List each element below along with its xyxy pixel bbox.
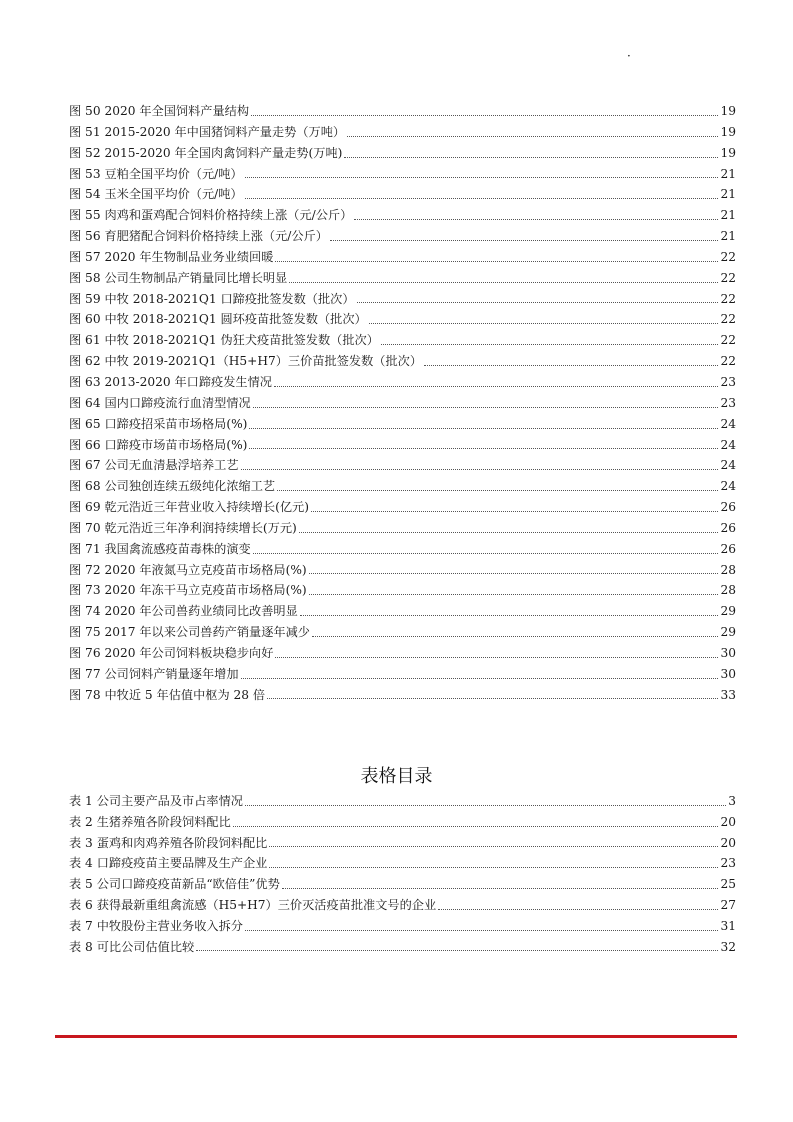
toc-entry[interactable]	[69, 622, 736, 643]
toc-entry-title: 图 51 2015-2020 年中国猪饲料产量走势（万吨）	[69, 124, 346, 139]
toc-entry-page: 23	[720, 395, 736, 410]
toc-entry[interactable]	[69, 874, 736, 895]
dot-leader	[438, 908, 718, 910]
toc-entry-page: 26	[720, 541, 736, 556]
toc-entry-page: 21	[720, 166, 736, 181]
toc-entry-page: 23	[720, 856, 736, 871]
toc-entry-page: 19	[720, 104, 736, 118]
toc-entry[interactable]	[69, 143, 736, 164]
toc-entry-title: 图 70 乾元浩近三年净利润持续增长(万元)	[69, 520, 297, 535]
dot-leader	[312, 635, 719, 637]
toc-entry[interactable]	[69, 268, 736, 289]
dot-leader	[275, 260, 718, 262]
dot-leader	[311, 510, 719, 512]
toc-entry[interactable]	[69, 685, 736, 706]
dot-leader	[357, 301, 719, 303]
toc-entry[interactable]	[69, 853, 736, 874]
toc-entry-title: 表 1 公司主要产品及市占率情况	[69, 794, 243, 808]
dot-leader	[249, 427, 718, 429]
toc-entry[interactable]	[69, 476, 736, 497]
dot-leader	[196, 949, 718, 951]
toc-entry-title: 图 75 2017 年以来公司兽药产销量逐年减少	[69, 625, 310, 640]
toc-entry-page: 20	[720, 814, 736, 829]
toc-entry-title: 图 62 中牧 2019-2021Q1（H5+H7）三价苗批签发数（批次）	[69, 354, 423, 369]
toc-entry-title: 图 74 2020 年公司兽药业绩同比改善明显	[69, 604, 298, 619]
toc-entry-page: 24	[720, 479, 736, 494]
dot-leader	[269, 866, 718, 868]
dot-leader	[253, 552, 719, 554]
toc-entry-title: 表 2 生猪养殖各阶段饲料配比	[69, 814, 231, 829]
dot-leader	[251, 114, 718, 116]
toc-entry[interactable]	[69, 393, 736, 414]
toc-entry-page: 24	[720, 458, 736, 473]
dot-leader	[233, 825, 719, 827]
dot-leader	[275, 656, 718, 658]
toc-entry-page: 31	[720, 918, 736, 933]
footer-rule	[55, 1035, 737, 1038]
toc-entry[interactable]	[69, 664, 736, 685]
toc-entry[interactable]	[69, 791, 736, 812]
toc-entry[interactable]	[69, 497, 736, 518]
toc-entry[interactable]	[69, 435, 736, 456]
toc-entry-page: 23	[720, 374, 736, 389]
toc-entry-title: 图 59 中牧 2018-2021Q1 口蹄疫批签发数（批次）	[69, 291, 355, 306]
toc-entry-page: 32	[720, 939, 736, 954]
toc-entry-title: 图 57 2020 年生物制品业务业绩回暖	[69, 249, 274, 264]
dot-leader	[253, 406, 719, 408]
toc-entry-page: 22	[720, 249, 736, 264]
toc-entry-title: 图 69 乾元浩近三年营业收入持续增长(亿元)	[69, 500, 309, 515]
toc-entry-title: 图 77 公司饲料产销量逐年增加	[69, 666, 239, 681]
toc-entry-title: 表 4 口蹄疫疫苗主要品牌及生产企业	[69, 856, 268, 871]
toc-entry[interactable]	[69, 205, 736, 226]
toc-entry[interactable]	[69, 164, 736, 185]
toc-entry-title: 图 56 育肥猪配合饲料价格持续上涨（元/公斤）	[69, 229, 328, 244]
dot-leader	[330, 239, 719, 241]
toc-entry-title: 图 58 公司生物制品产销量同比增长明显	[69, 270, 288, 285]
dot-leader	[277, 489, 718, 491]
dot-leader	[267, 697, 718, 699]
dot-leader	[269, 845, 718, 847]
toc-entry-page: 26	[720, 500, 736, 515]
toc-entry[interactable]	[69, 916, 736, 937]
toc-entry-title: 图 60 中牧 2018-2021Q1 圆环疫苗批签发数（批次）	[69, 312, 367, 327]
dot-leader	[245, 929, 719, 931]
header-mark: ·	[627, 49, 631, 63]
tables-heading: 表格目录	[360, 766, 433, 787]
dot-leader	[245, 197, 719, 199]
dot-leader	[381, 343, 719, 345]
dot-leader	[300, 614, 719, 616]
toc-entry-title: 图 52 2015-2020 年全国肉禽饲料产量走势(万吨)	[69, 145, 343, 160]
toc-entry[interactable]	[69, 895, 736, 916]
toc-entry-title: 表 8 可比公司估值比较	[69, 939, 195, 954]
toc-entry[interactable]	[69, 539, 736, 560]
toc-entry-page: 29	[720, 625, 736, 640]
toc-entry-page: 30	[720, 666, 736, 681]
toc-entry-page: 24	[720, 416, 736, 431]
toc-entry-page: 21	[720, 208, 736, 223]
toc-entry[interactable]	[69, 372, 736, 393]
dot-leader	[245, 176, 719, 178]
toc-entry-page: 22	[720, 354, 736, 369]
toc-entry-title: 图 65 口蹄疫招采苗市场格局(%)	[69, 416, 248, 431]
dot-leader	[299, 531, 719, 533]
toc-entry-title: 表 5 公司口蹄疫疫苗新品“欧倍佳”优势	[69, 877, 280, 892]
toc-entry-title: 图 66 口蹄疫市场苗市场格局(%)	[69, 437, 248, 452]
dot-leader	[309, 593, 719, 595]
toc-entry-title: 图 55 肉鸡和蛋鸡配合饲料价格持续上涨（元/公斤）	[69, 208, 353, 223]
toc-entry-page: 20	[720, 835, 736, 850]
toc-entry-page: 28	[720, 583, 736, 598]
toc-entry-title: 图 73 2020 年冻干马立克疫苗市场格局(%)	[69, 583, 307, 598]
toc-entry-page: 30	[720, 645, 736, 660]
toc-entry-title: 表 6 获得最新重组禽流感（H5+H7）三价灭活疫苗批准文号的企业	[69, 897, 437, 912]
toc-entry-title: 表 3 蛋鸡和肉鸡养殖各阶段饲料配比	[69, 835, 268, 850]
toc-entry-title: 图 78 中牧近 5 年估值中枢为 28 倍	[69, 687, 266, 702]
table-list	[69, 791, 736, 957]
toc-entry[interactable]	[69, 414, 736, 435]
toc-entry-page: 24	[720, 437, 736, 452]
toc-entry-title: 表 7 中牧股份主营业务收入拆分	[69, 918, 243, 933]
toc-entry-page: 29	[720, 604, 736, 619]
dot-leader	[309, 572, 719, 574]
toc-entry[interactable]	[69, 580, 736, 601]
toc-entry[interactable]	[69, 833, 736, 854]
toc-entry-title: 图 61 中牧 2018-2021Q1 伪狂犬疫苗批签发数（批次）	[69, 333, 379, 348]
toc-entry-page: 19	[720, 145, 736, 160]
figure-list	[69, 101, 736, 705]
dot-leader	[282, 887, 719, 889]
toc-entry-page: 21	[720, 187, 736, 202]
dot-leader	[424, 364, 718, 366]
toc-entry[interactable]	[69, 247, 736, 268]
dot-leader	[241, 468, 719, 470]
dot-leader	[354, 218, 718, 220]
toc-entry-title: 图 72 2020 年液氮马立克疫苗市场格局(%)	[69, 562, 307, 577]
dot-leader	[347, 135, 718, 137]
toc-entry[interactable]	[69, 455, 736, 476]
dot-leader	[274, 385, 719, 387]
dot-leader	[241, 677, 719, 679]
toc-entry[interactable]	[69, 937, 736, 958]
toc-entry-page: 25	[720, 877, 736, 892]
toc-entry[interactable]	[69, 351, 736, 372]
toc-entry[interactable]	[69, 309, 736, 330]
toc-entry-page: 33	[720, 687, 736, 702]
toc-entry-page: 21	[720, 229, 736, 244]
toc-entry-title: 图 53 豆粕全国平均价（元/吨）	[69, 166, 243, 181]
dot-leader	[369, 322, 719, 324]
toc-entry-page: 22	[720, 270, 736, 285]
toc-entry-title: 图 68 公司独创连续五级纯化浓缩工艺	[69, 479, 276, 494]
toc-entry[interactable]	[69, 812, 736, 833]
toc-entry[interactable]	[69, 226, 736, 247]
toc-entry-title: 图 54 玉米全国平均价（元/吨）	[69, 187, 243, 202]
toc-entry[interactable]	[69, 289, 736, 310]
toc-entry[interactable]	[69, 643, 736, 664]
toc-entry[interactable]	[69, 330, 736, 351]
toc-entry-page: 19	[720, 124, 736, 139]
dot-leader	[289, 281, 718, 283]
toc-entry[interactable]	[69, 518, 736, 539]
toc-entry-title: 图 67 公司无血清悬浮培养工艺	[69, 458, 239, 473]
toc-entry[interactable]	[69, 101, 736, 122]
toc-entry-title: 图 76 2020 年公司饲料板块稳步向好	[69, 645, 274, 660]
toc-entry-page: 22	[720, 312, 736, 327]
toc-entry[interactable]	[69, 184, 736, 205]
toc-entry-page: 26	[720, 520, 736, 535]
toc-entry-title: 图 50 2020 年全国饲料产量结构	[69, 104, 250, 118]
toc-entry-page: 28	[720, 562, 736, 577]
dot-leader	[344, 156, 718, 158]
toc-entry[interactable]	[69, 122, 736, 143]
toc-entry[interactable]	[69, 601, 736, 622]
toc-entry-page: 22	[720, 291, 736, 306]
dot-leader	[245, 804, 726, 806]
toc-entry[interactable]	[69, 560, 736, 581]
toc-entry-title: 图 64 国内口蹄疫流行血清型情况	[69, 395, 251, 410]
toc-entry-page: 27	[720, 897, 736, 912]
toc-entry-title: 图 71 我国禽流感疫苗毒株的演变	[69, 541, 251, 556]
toc-entry-page: 22	[720, 333, 736, 348]
toc-entry-title: 图 63 2013-2020 年口蹄疫发生情况	[69, 374, 272, 389]
toc-entry-page: 3	[728, 794, 736, 808]
dot-leader	[249, 447, 718, 449]
